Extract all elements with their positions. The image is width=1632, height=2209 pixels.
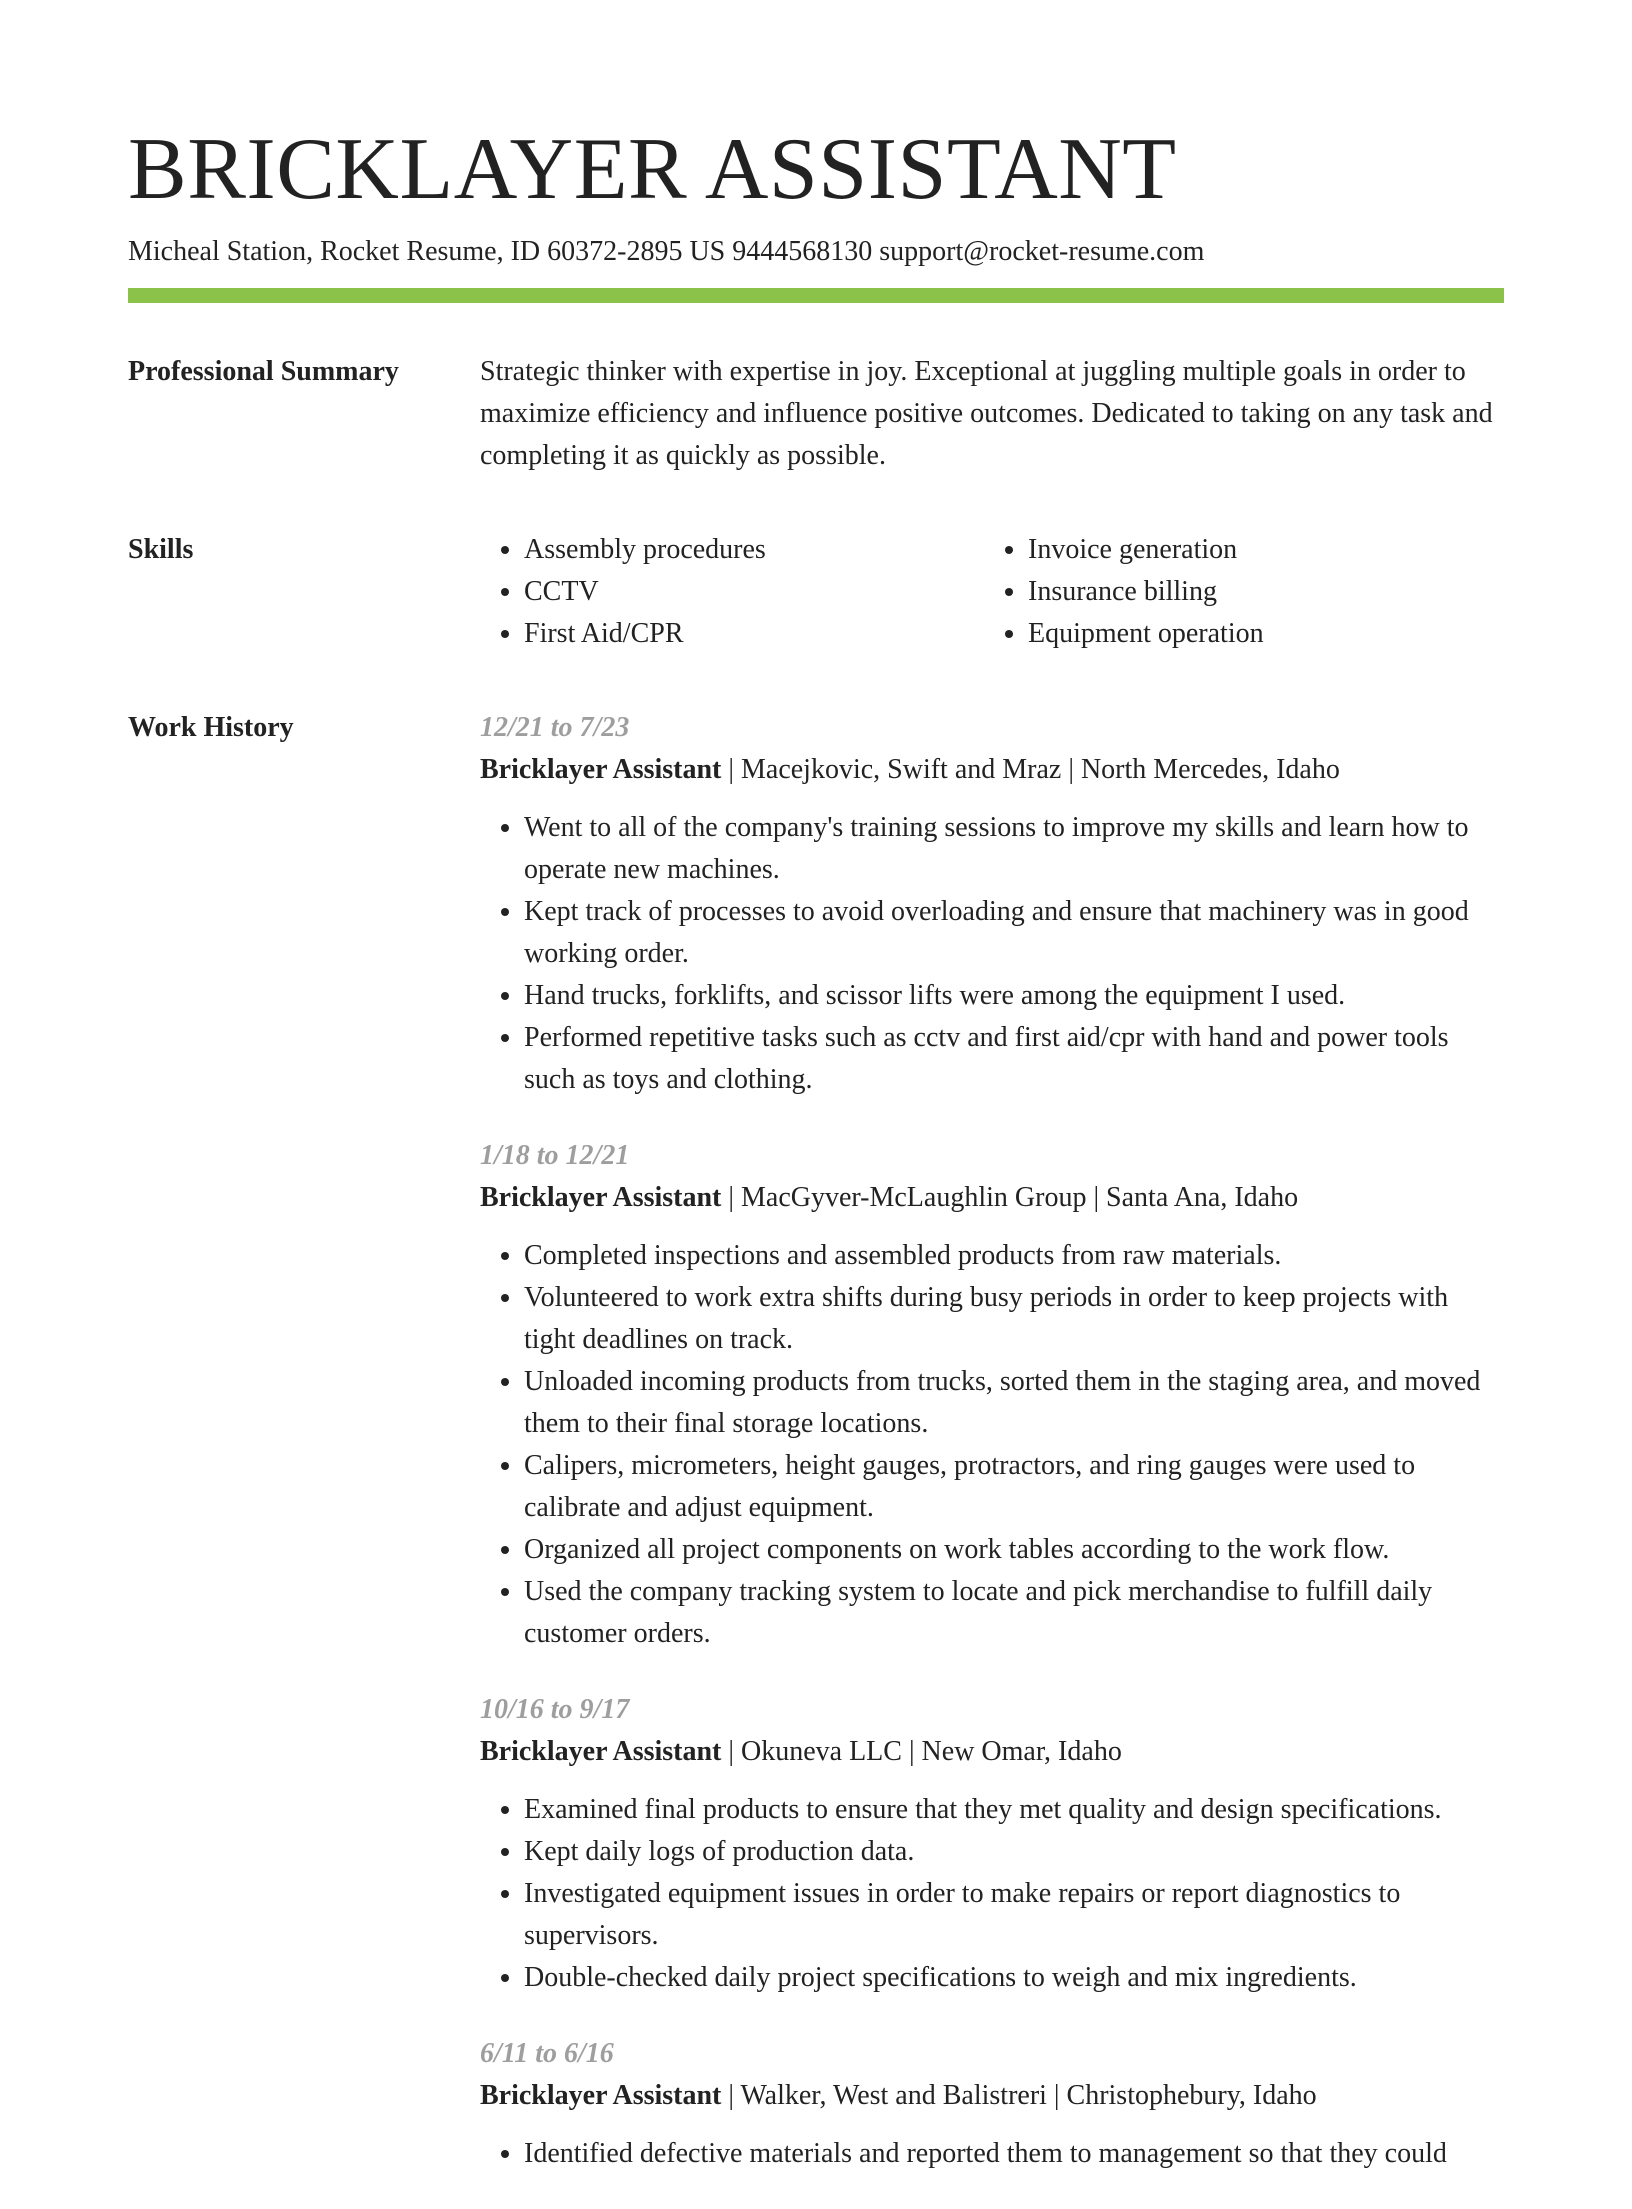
job-bullet: • Identified defective materials and reported them to management so that they could (524, 2133, 1504, 2175)
job-details: | Walker, West and Balistreri | Christophebury, Idaho (721, 2080, 1317, 2111)
job-bullet: • Double-checked daily project specifications to weigh and mix ingredients. (524, 1957, 1504, 1999)
job-details: | MacGyver-McLaughlin Group | Santa Ana, Idaho (721, 1182, 1299, 1213)
job-bullet: • Examined final products to ensure that they met quality and design specifications. (524, 1789, 1504, 1831)
job-dates: 6/11 to 6/16 (480, 2038, 614, 2069)
job-title: Bricklayer Assistant (480, 754, 722, 785)
job-details: | Macejkovic, Swift and Mraz | North Mercedes, Idaho (721, 754, 1340, 785)
accent-divider (128, 288, 1504, 303)
job-bullet: • Investigated equipment issues in order to make repairs or report diagnostics to supervisors. (524, 1873, 1504, 1957)
job-title: Bricklayer Assistant (480, 1182, 722, 1213)
job-heading (480, 1731, 1504, 1773)
job-bullets (480, 807, 1504, 1101)
skill-item: • Invoice generation (1028, 529, 1488, 571)
job-dates: 1/18 to 12/21 (480, 1140, 630, 1171)
job-dates: 12/21 to 7/23 (480, 712, 630, 743)
summary-text: Strategic thinker with expertise in joy. Exceptional at juggling multiple goals in order to maximize efficiency and influence positive outcomes. Dedicated to taking on any task and completing it as quickly as possible. (480, 356, 1493, 471)
job-bullet: • Went to all of the company's training sessions to improve my skills and learn how to operate new machines. (524, 807, 1504, 891)
work-history-section (128, 707, 1504, 2209)
section-label: Skills (128, 534, 194, 565)
job-entry (480, 2033, 1504, 2175)
skills-column-1 (480, 529, 984, 655)
professional-summary-section (128, 351, 1504, 477)
job-title: Bricklayer Assistant (480, 2080, 722, 2111)
skill-item: • Assembly procedures (524, 529, 984, 571)
job-heading (480, 1177, 1504, 1219)
job-title: Bricklayer Assistant (480, 1736, 722, 1767)
job-bullets (480, 1235, 1504, 1655)
job-bullet: • Used the company tracking system to locate and pick merchandise to fulfill daily customer orders. (524, 1571, 1504, 1655)
job-heading (480, 2075, 1504, 2117)
skills-section (128, 529, 1504, 655)
skills-column-2 (984, 529, 1488, 655)
job-bullet: • Completed inspections and assembled products from raw materials. (524, 1235, 1504, 1277)
job-bullet: • Hand trucks, forklifts, and scissor lifts were among the equipment I used. (524, 975, 1504, 1017)
job-bullet: • Volunteered to work extra shifts during busy periods in order to keep projects with tight deadlines on track. (524, 1277, 1504, 1361)
job-entry (480, 1689, 1504, 1999)
section-label: Work History (128, 712, 294, 743)
job-bullets (480, 2133, 1504, 2175)
job-bullet: • Performed repetitive tasks such as cctv and first aid/cpr with hand and power tools such as toys and clothing. (524, 1017, 1504, 1101)
job-bullet: • Calipers, micrometers, height gauges, protractors, and ring gauges were used to calibrate and adjust equipment. (524, 1445, 1504, 1529)
job-bullet: • Kept daily logs of production data. (524, 1831, 1504, 1873)
skill-item: • Equipment operation (1028, 613, 1488, 655)
job-details: | Okuneva LLC | New Omar, Idaho (721, 1736, 1122, 1767)
job-dates: 10/16 to 9/17 (480, 1694, 630, 1725)
skill-item: • First Aid/CPR (524, 613, 984, 655)
job-entry (480, 1135, 1504, 1655)
contact-line: Micheal Station, Rocket Resume, ID 60372-2895 US 9444568130 support@rocket-resume.com (128, 236, 1205, 267)
job-bullet: • Organized all project components on work tables according to the work flow. (524, 1529, 1504, 1571)
job-bullet: • Unloaded incoming products from trucks, sorted them in the staging area, and moved them to their final storage locations. (524, 1361, 1504, 1445)
section-label: Professional Summary (128, 356, 399, 387)
job-bullet: • Kept track of processes to avoid overloading and ensure that machinery was in good working order. (524, 891, 1504, 975)
skill-item: • CCTV (524, 571, 984, 613)
job-bullets (480, 1789, 1504, 1999)
job-heading (480, 749, 1504, 791)
job-entry (480, 707, 1504, 1101)
skill-item: • Insurance billing (1028, 571, 1488, 613)
resume-name: BRICKLAYER ASSISTANT (128, 121, 1177, 218)
